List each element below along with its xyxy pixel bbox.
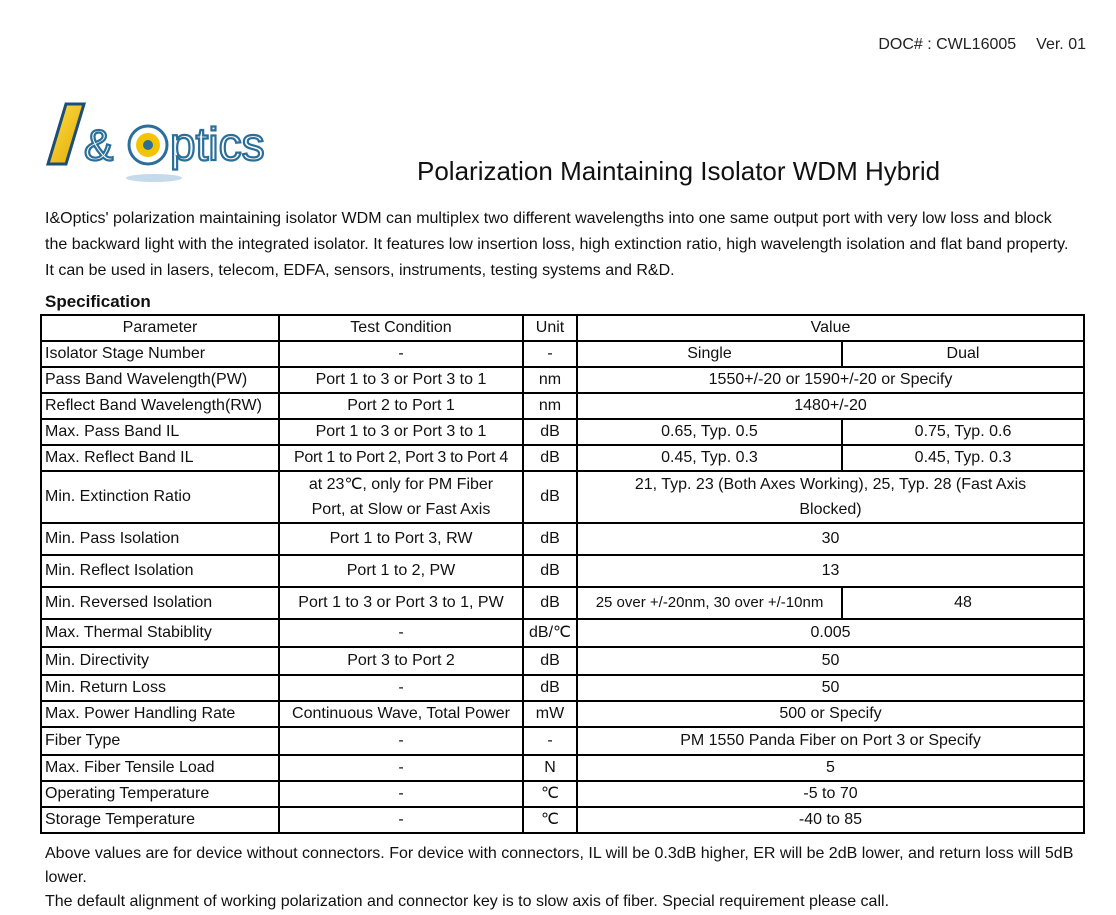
cell-value: -5 to 70 xyxy=(577,781,1084,807)
cell-condition: - xyxy=(279,781,523,807)
table-row xyxy=(41,807,1084,833)
cell-unit: nm xyxy=(523,393,577,419)
note-alignment: The default alignment of working polarization and connector key is to slow axis of fiber. Special requirement please call. xyxy=(45,893,890,910)
cell-unit: dB xyxy=(523,419,577,445)
cell-condition: - xyxy=(279,807,523,833)
cell-parameter: Max. Reflect Band IL xyxy=(41,445,279,471)
table-row xyxy=(41,755,1084,781)
cell-condition: - xyxy=(279,619,523,647)
header-unit: Unit xyxy=(523,315,577,341)
table-row xyxy=(41,675,1084,701)
table-row xyxy=(41,471,1084,523)
cell-single: 0.65, Typ. 0.5 xyxy=(577,419,842,445)
cell-value: 21, Typ. 23 (Both Axes Working), 25, Typ. 28 (Fast Axis Blocked) xyxy=(577,471,1084,523)
cell-value: 13 xyxy=(577,555,1084,587)
cell-condition: - xyxy=(279,341,523,367)
document-number xyxy=(878,36,1086,54)
cell-value: 500 or Specify xyxy=(577,701,1084,727)
cell-condition: Port 1 to 3 or Port 3 to 1 xyxy=(279,419,523,445)
spec-heading: Specification xyxy=(45,292,151,311)
cell-unit: nm xyxy=(523,367,577,393)
table-row xyxy=(41,647,1084,675)
cell-unit: dB xyxy=(523,675,577,701)
logo-text: ptics xyxy=(170,118,265,170)
cell-condition: Port 1 to 3 or Port 3 to 1, PW xyxy=(279,587,523,619)
cell-unit: N xyxy=(523,755,577,781)
cell-dual: 48 xyxy=(842,587,1084,619)
cell-value: 50 xyxy=(577,647,1084,675)
cell-condition: at 23℃, only for PM Fiber Port, at Slow or Fast Axis xyxy=(279,471,523,523)
cell-parameter: Max. Power Handling Rate xyxy=(41,701,279,727)
cell-value: 30 xyxy=(577,523,1084,555)
table-row xyxy=(41,393,1084,419)
table-row xyxy=(41,523,1084,555)
cell-value: 1550+/-20 or 1590+/-20 or Specify xyxy=(577,367,1084,393)
table-row xyxy=(41,419,1084,445)
cell-unit: ℃ xyxy=(523,807,577,833)
cell-parameter: Storage Temperature xyxy=(41,807,279,833)
table-row xyxy=(41,555,1084,587)
cell-unit: - xyxy=(523,341,577,367)
cell-unit: mW xyxy=(523,701,577,727)
cell-unit: dB/℃ xyxy=(523,619,577,647)
logo-ampersand: & xyxy=(84,121,114,170)
intro-paragraph: I&Optics' polarization maintaining isolator WDM can multiplex two different wavelengths into one same output port with very low loss and block the backward light with the integrated isolator. It features low insertion loss, high extinction ratio, high wavelength isolation and flat band property. It can be used in lasers, telecom, EDFA, sensors, instruments, testing systems and R&D. xyxy=(45,210,1069,279)
cell-unit: dB xyxy=(523,587,577,619)
table-row xyxy=(41,727,1084,755)
cell-condition: Port 3 to Port 2 xyxy=(279,647,523,675)
cell-dual: Dual xyxy=(842,341,1084,367)
cell-parameter: Operating Temperature xyxy=(41,781,279,807)
cell-parameter: Fiber Type xyxy=(41,727,279,755)
cell-parameter: Min. Reflect Isolation xyxy=(41,555,279,587)
cell-parameter: Isolator Stage Number xyxy=(41,341,279,367)
cell-single: 0.45, Typ. 0.3 xyxy=(577,445,842,471)
cell-condition: - xyxy=(279,675,523,701)
cell-parameter: Max. Pass Band IL xyxy=(41,419,279,445)
cell-parameter: Reflect Band Wavelength(RW) xyxy=(41,393,279,419)
header-condition: Test Condition xyxy=(279,315,523,341)
cell-value: 1480+/-20 xyxy=(577,393,1084,419)
doc-number-text: DOC# : CWL16005 xyxy=(878,36,1017,53)
cell-single: Single xyxy=(577,341,842,367)
cell-parameter: Min. Reversed Isolation xyxy=(41,587,279,619)
cell-condition: Port 1 to Port 2, Port 3 to Port 4 xyxy=(279,445,523,471)
cell-unit: - xyxy=(523,727,577,755)
company-logo xyxy=(44,100,304,186)
version-text: Ver. 01 xyxy=(1036,36,1086,53)
header-value: Value xyxy=(577,315,1084,341)
cell-single: 25 over +/-20nm, 30 over +/-10nm xyxy=(577,587,842,619)
cell-unit: dB xyxy=(523,445,577,471)
cell-parameter: Min. Pass Isolation xyxy=(41,523,279,555)
cell-unit: dB xyxy=(523,555,577,587)
cell-value: 5 xyxy=(577,755,1084,781)
table-row xyxy=(41,619,1084,647)
header-parameter: Parameter xyxy=(41,315,279,341)
cell-parameter: Max. Fiber Tensile Load xyxy=(41,755,279,781)
cell-condition: - xyxy=(279,755,523,781)
notes-section xyxy=(45,842,1085,914)
cell-parameter: Min. Extinction Ratio xyxy=(41,471,279,523)
table-row xyxy=(41,781,1084,807)
cell-condition: Port 1 to 2, PW xyxy=(279,555,523,587)
cell-unit: dB xyxy=(523,471,577,523)
cell-value: 0.005 xyxy=(577,619,1084,647)
cell-parameter: Pass Band Wavelength(PW) xyxy=(41,367,279,393)
table-row xyxy=(41,587,1084,619)
cell-parameter: Min. Directivity xyxy=(41,647,279,675)
table-header-row xyxy=(41,315,1084,341)
cell-unit: ℃ xyxy=(523,781,577,807)
table-row xyxy=(41,341,1084,367)
table-row xyxy=(41,445,1084,471)
cell-parameter: Min. Return Loss xyxy=(41,675,279,701)
page-title: Polarization Maintaining Isolator WDM Hybrid xyxy=(417,156,941,186)
cell-dual: 0.75, Typ. 0.6 xyxy=(842,419,1084,445)
cell-value: -40 to 85 xyxy=(577,807,1084,833)
cell-condition: Port 1 to Port 3, RW xyxy=(279,523,523,555)
cell-condition: Port 2 to Port 1 xyxy=(279,393,523,419)
cell-value: 50 xyxy=(577,675,1084,701)
cell-value: PM 1550 Panda Fiber on Port 3 or Specify xyxy=(577,727,1084,755)
cell-unit: dB xyxy=(523,647,577,675)
table-row xyxy=(41,701,1084,727)
cell-dual: 0.45, Typ. 0.3 xyxy=(842,445,1084,471)
cell-condition: - xyxy=(279,727,523,755)
cell-unit: dB xyxy=(523,523,577,555)
spec-table xyxy=(40,314,1085,834)
note-connectors: Above values are for device without connectors. For device with connectors, IL will be 0.3dB higher, ER will be 2dB lower, and return loss will 5dB lower. xyxy=(45,845,1074,886)
cell-parameter: Max. Thermal Stabiblity xyxy=(41,619,279,647)
cell-condition: Port 1 to 3 or Port 3 to 1 xyxy=(279,367,523,393)
table-row xyxy=(41,367,1084,393)
cell-condition: Continuous Wave, Total Power xyxy=(279,701,523,727)
